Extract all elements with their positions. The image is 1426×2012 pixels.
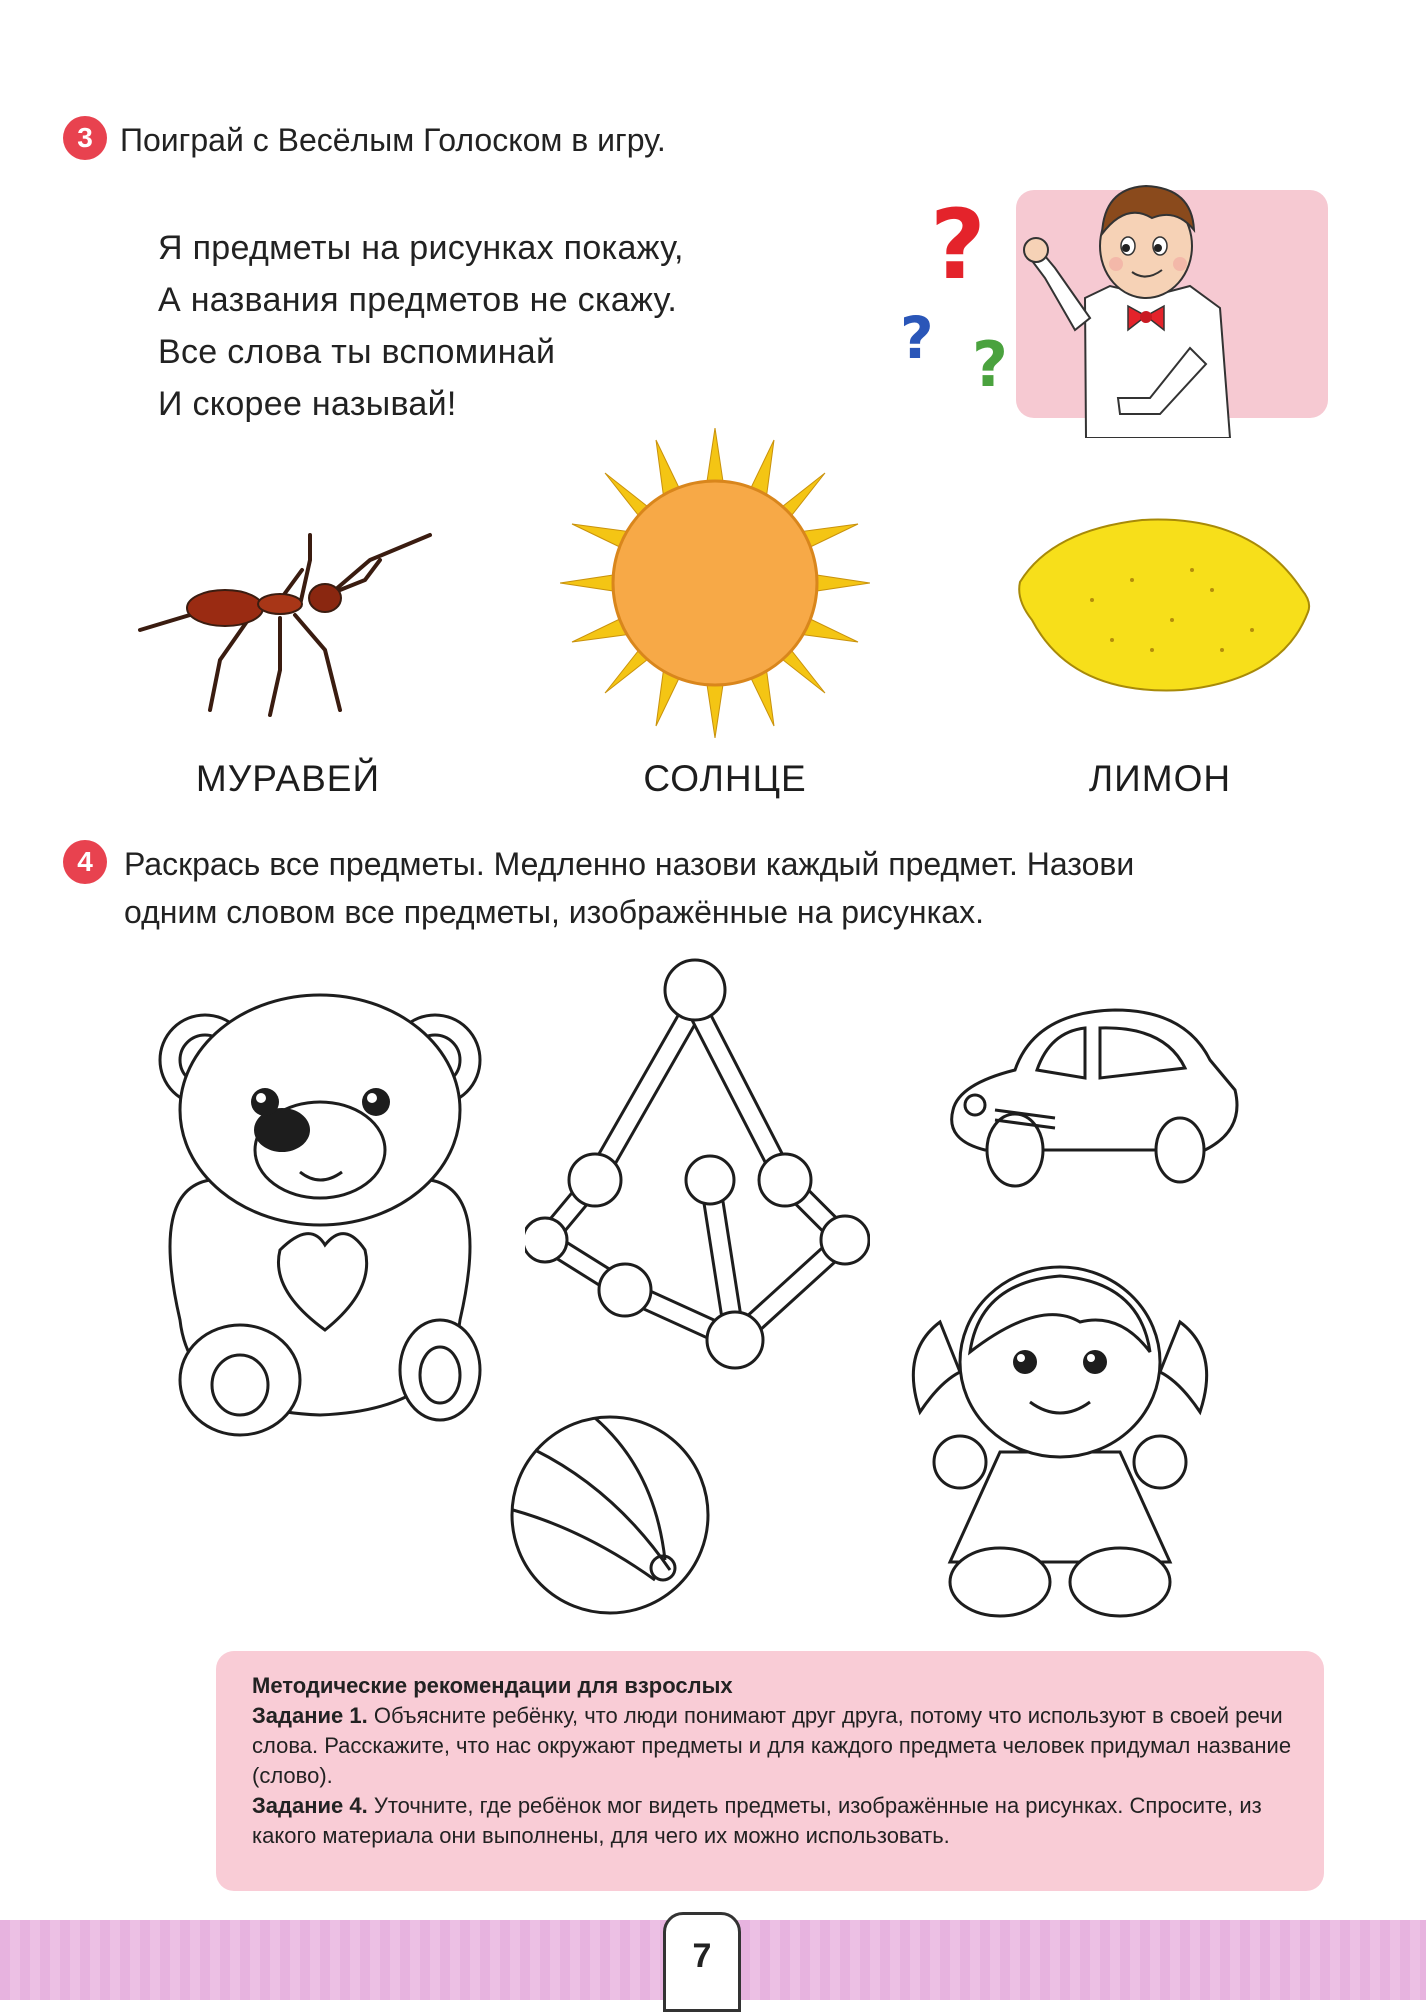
poem-line: А названия предметов не скажу. [158, 281, 678, 319]
task-1-label: Задание 1. [252, 1703, 368, 1728]
task-4-label: Задание 4. [252, 1793, 368, 1818]
task-4-number: 4 [77, 846, 93, 877]
lemon-icon [1012, 510, 1318, 696]
page-number-tab [663, 1912, 741, 2012]
toy-car-icon [945, 1000, 1245, 1200]
doll-icon [900, 1262, 1220, 1622]
boy-illustration [890, 168, 1330, 438]
poem-line: Я предметы на рисунках покажу, [158, 229, 684, 267]
sun-icon [560, 428, 870, 738]
teddy-bear-icon [150, 990, 490, 1460]
task-4-instruction-line-2: одним словом все предметы, изображённые на рисунках. [124, 894, 984, 930]
question-mark-icon: ? [930, 189, 986, 301]
page-number: 7 [692, 1937, 712, 1975]
task-4-instruction-line-1: Раскрась все предметы. Медленно назови каждый предмет. Назови [124, 846, 1135, 882]
task-3-badge [63, 116, 107, 160]
task-4-text: Уточните, где ребёнок мог видеть предметы, изображённые на рисунках. Спросите, из какого материала они выполнены, для чего их можно использовать. [252, 1793, 1262, 1848]
task-3-instruction: Поиграй с Весёлым Голоском в игру. [120, 122, 666, 158]
question-mark-icon: ? [972, 328, 1008, 401]
caption-ant: МУРАВЕЙ [195, 758, 381, 799]
ant-icon [130, 520, 440, 720]
caption-lemon: ЛИМОН [1088, 758, 1232, 799]
recommendations-title: Методические рекомендации для взрослых [252, 1673, 733, 1698]
magnetic-pyramid-icon [525, 950, 870, 1370]
poem [158, 222, 684, 430]
ball-icon [505, 1410, 715, 1620]
task-1-text: Объясните ребёнку, что люди понимают друг друга, потому что используют в своей речи слова. Расскажите, что нас окружают предметы и для каждого предмета человек придумал название (слово). [252, 1703, 1292, 1788]
task-4-badge [63, 840, 107, 884]
recommendations-box [216, 1651, 1324, 1891]
poem-line: Все слова ты вспоминай [158, 333, 556, 371]
poem-line: И скорее называй! [158, 385, 457, 423]
recommendations-text [252, 1671, 1292, 1851]
caption-sun: СОЛНЦЕ [643, 758, 807, 799]
task-3-number: 3 [77, 122, 93, 153]
recommendation-task-1 [252, 1701, 1292, 1791]
question-mark-icon: ? [900, 304, 934, 372]
recommendation-task-4 [252, 1791, 1292, 1851]
